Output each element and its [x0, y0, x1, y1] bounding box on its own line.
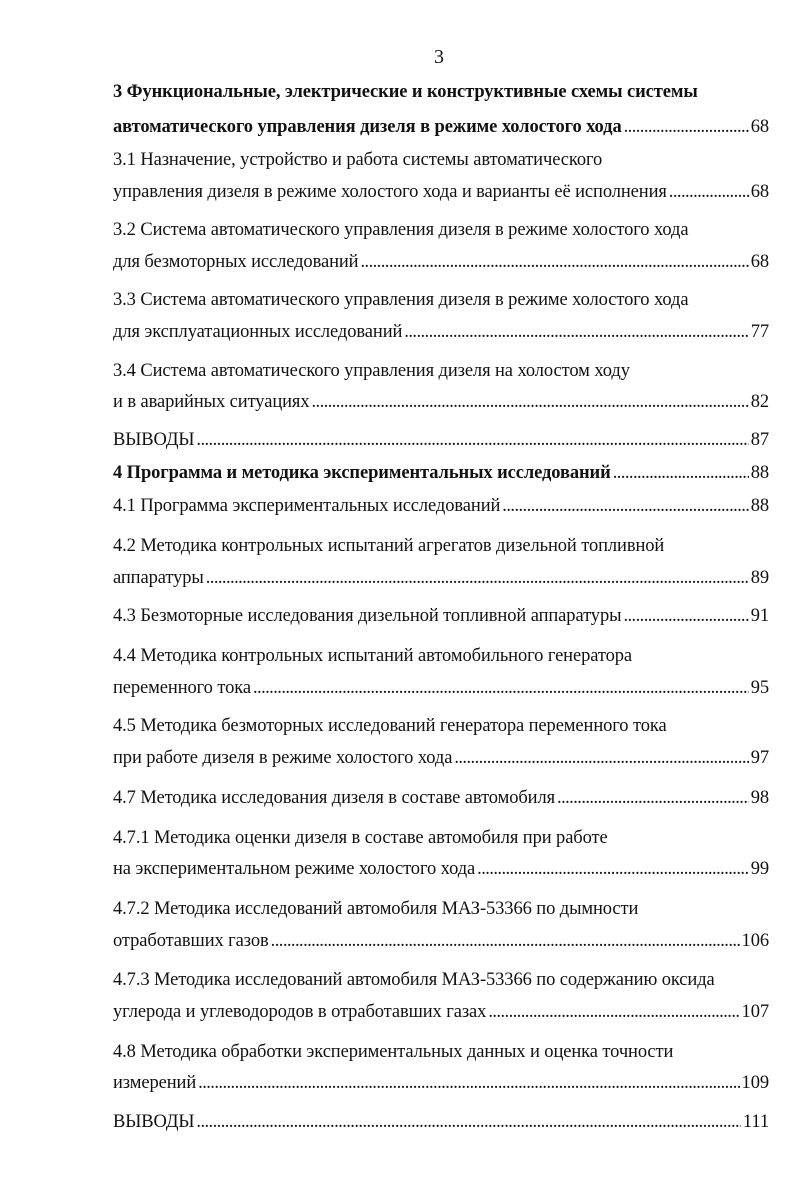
- dot-leader: [404, 320, 748, 344]
- toc-page-number: 77: [750, 322, 769, 342]
- toc-entry-3-4-line1: 3.4 Система автоматического управления дизеля на холостом ходу: [113, 361, 630, 381]
- toc-entry-4-7: [113, 786, 769, 810]
- toc-entry-title: ВЫВОДЫ: [113, 1112, 195, 1132]
- toc-entry-4-4: [113, 676, 769, 700]
- toc-entry-title: 4 Программа и методика экспериментальных исследований: [113, 463, 611, 483]
- dot-leader: [312, 390, 749, 414]
- toc-entry-4-3: [113, 604, 769, 628]
- toc-page-number: 95: [750, 678, 769, 698]
- toc-page-number: 68: [750, 182, 769, 202]
- toc-entry-title: управления дизеля в режиме холостого хода и варианты её исполнения: [113, 182, 667, 202]
- toc-page-number: 97: [750, 748, 769, 768]
- toc-entry-4-7-3: [113, 1000, 769, 1024]
- toc-entry-4-1: [113, 494, 769, 518]
- toc-entry-4: [113, 461, 769, 485]
- toc-page-number: 82: [750, 392, 769, 412]
- toc-entry-4-8-line1: 4.8 Методика обработки экспериментальных данных и оценка точности: [113, 1042, 674, 1062]
- toc-page-number: 89: [750, 568, 769, 588]
- toc-entry-title: 4.1 Программа экспериментальных исследований: [113, 496, 501, 516]
- toc-entry-4-7-2: [113, 929, 769, 953]
- toc-entry-4-2-line1: 4.2 Методика контрольных испытаний агрегатов дизельной топливной: [113, 536, 665, 556]
- toc-page-number: 88: [750, 463, 769, 483]
- toc-entry-conclusions-4: [113, 1110, 769, 1134]
- toc-entry-title: для эксплуатационных исследований: [113, 322, 403, 342]
- toc-entry-3-3: [113, 320, 769, 344]
- toc-page-number: 111: [742, 1112, 769, 1132]
- toc-entry-title: переменного тока: [113, 678, 251, 698]
- dot-leader: [669, 180, 749, 204]
- toc-entry-title: ВЫВОДЫ: [113, 430, 195, 450]
- toc-entry-4-5-line1: 4.5 Методика безмоторных исследований генератора переменного тока: [113, 716, 667, 736]
- toc-page-number: 87: [750, 430, 769, 450]
- dot-leader: [198, 1071, 739, 1095]
- toc-entry-title: 4.7 Методика исследования дизеля в составе автомобиля: [113, 788, 556, 808]
- dot-leader: [206, 566, 749, 590]
- toc-entry-title: и в аварийных ситуациях: [113, 392, 310, 412]
- dot-leader: [623, 604, 748, 628]
- dot-leader: [613, 461, 749, 485]
- toc-entry-title: 4.3 Безмоторные исследования дизельной топливной аппаратуры: [113, 606, 622, 626]
- toc-entry-3-3-line1: 3.3 Система автоматического управления дизеля в режиме холостого хода: [113, 290, 689, 310]
- dot-leader: [557, 786, 749, 810]
- page-number: 3: [434, 46, 444, 68]
- toc-entry-title: автоматического управления дизеля в режиме холостого хода: [113, 117, 622, 137]
- toc-page-number: 106: [741, 931, 769, 951]
- toc-entry-conclusions-3: [113, 428, 769, 452]
- toc-page-number: 91: [750, 606, 769, 626]
- dot-leader: [624, 115, 749, 139]
- toc-page-number: 109: [741, 1073, 769, 1093]
- toc-entry-title: аппаратуры: [113, 568, 204, 588]
- toc-entry-3-2: [113, 250, 769, 274]
- dot-leader: [502, 494, 748, 518]
- dot-leader: [360, 250, 748, 274]
- toc-entry-4-7-1: [113, 857, 769, 881]
- toc-page-number: 68: [750, 117, 769, 137]
- dot-leader: [271, 929, 740, 953]
- toc-entry-title: для безмоторных исследований: [113, 252, 359, 272]
- dot-leader: [196, 428, 748, 452]
- toc-page-number: 68: [750, 252, 769, 272]
- toc-entry-4-7-1-line1: 4.7.1 Методика оценки дизеля в составе автомобиля при работе: [113, 828, 608, 848]
- toc-page-number: 98: [750, 788, 769, 808]
- toc-page-number: 88: [750, 496, 769, 516]
- dot-leader: [488, 1000, 739, 1024]
- toc-entry-3: [113, 115, 769, 139]
- toc-entry-4-7-3-line1: 4.7.3 Методика исследований автомобиля МАЗ-53366 по содержанию оксида: [113, 970, 715, 990]
- dot-leader: [196, 1110, 741, 1134]
- toc-entry-4-4-line1: 4.4 Методика контрольных испытаний автомобильного генератора: [113, 646, 633, 666]
- toc-entry-title: измерений: [113, 1073, 197, 1093]
- toc-page-number: 107: [741, 1002, 769, 1022]
- toc-entry-3-4: [113, 390, 769, 414]
- toc-entry-4-2: [113, 566, 769, 590]
- toc-entry-title: отработавших газов: [113, 931, 269, 951]
- toc-entry-title: при работе дизеля в режиме холостого хода: [113, 748, 453, 768]
- toc-entry-3-2-line1: 3.2 Система автоматического управления дизеля в режиме холостого хода: [113, 220, 689, 240]
- toc-page-number: 99: [750, 859, 769, 879]
- toc-entry-3-1: [113, 180, 769, 204]
- toc-entry-3-1-line1: 3.1 Назначение, устройство и работа системы автоматического: [113, 150, 603, 170]
- toc-entry-3-line1: 3 Функциональные, электрические и конструктивные схемы системы: [113, 82, 698, 102]
- toc-entry-title: углерода и углеводородов в отработавших газах: [113, 1002, 487, 1022]
- toc-entry-4-7-2-line1: 4.7.2 Методика исследований автомобиля МАЗ-53366 по дымности: [113, 899, 639, 919]
- toc-entry-title: на экспериментальном режиме холостого хода: [113, 859, 476, 879]
- dot-leader: [477, 857, 749, 881]
- toc-entry-4-5: [113, 746, 769, 770]
- dot-leader: [253, 676, 749, 700]
- toc-entry-4-8: [113, 1071, 769, 1095]
- dot-leader: [454, 746, 748, 770]
